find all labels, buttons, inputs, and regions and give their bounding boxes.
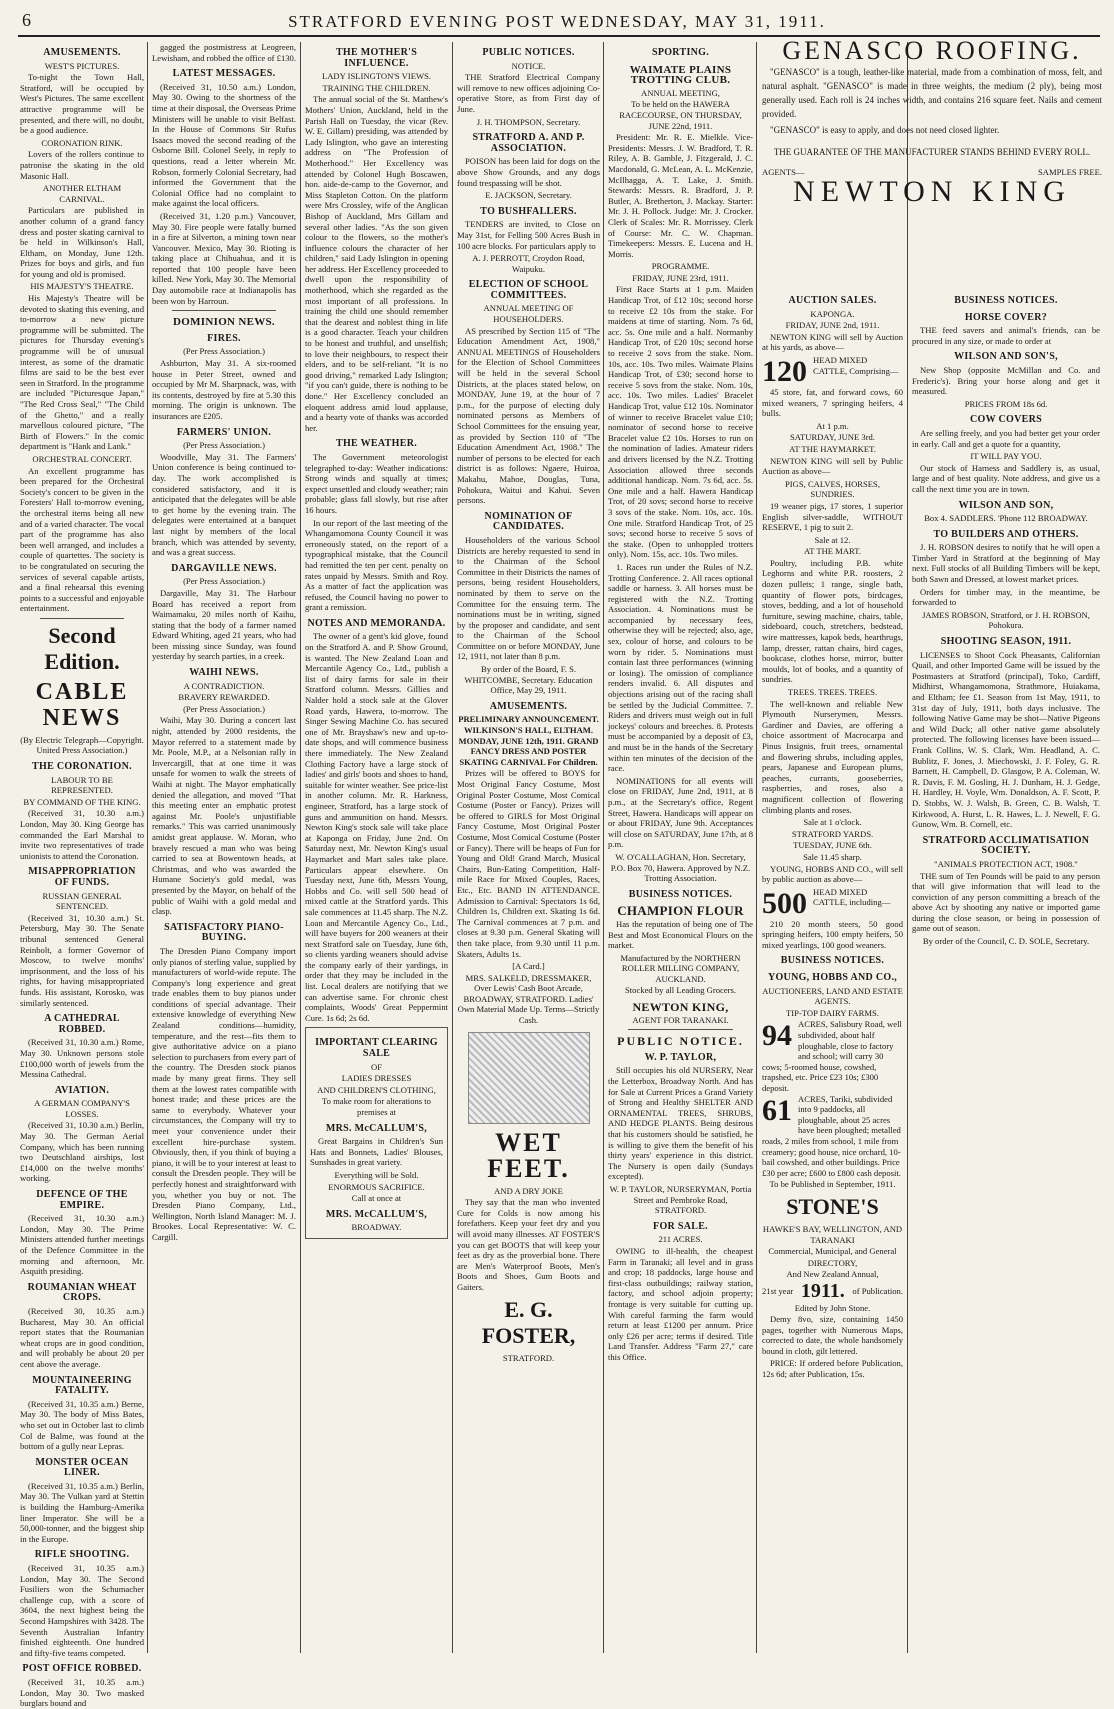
sale-body: Poultry, including P.B. white Leghorns and white P.R. roosters, 2 dozen pullets; 1 range, single bath, quantity of flower pots, birdcages, stoves, bedding, and a lot of household furniture, sewing machine, chairs, table, sideboard, couch, stretchers, bedstead, wire mattresses, kapok beds, hearthrugs, lamp, dresser, rattan chairs, bird cages, bookcase, clothes horse, mirror, butter moulds, lot of books, and a quantity of sundries.	[762, 557, 903, 685]
sale-item	[762, 887, 903, 919]
article-heading: ANOTHER ELTHAM CARNIVAL.	[42, 183, 122, 204]
article-heading: DEFENCE OF THE EMPIRE.	[36, 1189, 128, 1211]
sale-location: STRATFORD YARDS.	[791, 828, 874, 839]
article-body: (Received 31, 10.35 a.m.) London, May 30. The Second Fusiliers won the Schumacher challenge cup, with a score of 3604, the next highest being the Second Hampshires with 3428. The Seventh Australian Infantry finished eighteenth. One hundred and fifty-five teams competed.	[20, 1563, 144, 1658]
sale-body: 19 weaner pigs, 17 stores, 1 superior English silver-saddle, WITHOUT RESERVE, 1 pig to suit 2.	[762, 500, 903, 533]
card-label: [A Card.]	[512, 961, 545, 972]
article-body: President: Mr. R. E. Mielkle. Vice-Presidents: Messrs. J. W. Bradford, T. R. Riley, A. B. Gamble, J. Fitzgerald, J. C. Macdonald, G. McLean, A. L. McKenzie, McIlhagga, A. T. Lake, J. Smith. Stewards: Messrs. R. Bradford, J. P. Butler, A. Bretherton, J. Mackay. Starter: Mr. J. H. Pollock. Judge: Mr. J. Crocker. Clerk of Scales: Mr. R. Morrissey. Clerk of Course: Mr. C. W. Chapman. Timekeepers: Messrs. E. Lucena and H. Morris.	[608, 132, 753, 259]
advertisement	[305, 1027, 448, 1239]
ad-body: PRICE: If ordered before Publication, 12s 6d; after Publication, 15s.	[762, 1358, 903, 1380]
cattle-heading: HEAD MIXED CATTLE, Comprising—	[813, 354, 899, 376]
cattle-heading: HEAD MIXED CATTLE, including—	[813, 886, 891, 908]
article-body: The Government meteorologist telegraphed to-day: Weather indications: Strong winds and squally at times; expect unsettled and cloudy weather; rain probable; glass fall slowly, but rise after 16 hours.	[305, 451, 448, 515]
section-heading: AUCTION SALES.	[788, 295, 877, 306]
article-subheading: BY COMMAND OF THE KING.	[23, 796, 141, 807]
notice-heading: NOMINATION OF CANDIDATES.	[484, 510, 573, 533]
notice-signature: J. H. THOMPSON, Secretary.	[476, 116, 581, 127]
article-body: Particulars are published in another column of a grand fancy dress and poster skating carnival to be held in Wilkinson's Hall, Eltham, on Monday, June 12th. Prizes for boys and girls, and fun for young and old is promised.	[20, 205, 144, 279]
notice-heading: ELECTION OF SCHOOL COMMITTEES.	[468, 279, 589, 301]
sale-date: SATURDAY, JUNE 3rd.	[790, 432, 875, 443]
section-heading: PUBLIC NOTICES.	[482, 47, 575, 58]
rules-body: 1. Races run under the Rules of N.Z. Trotting Conference. 2. All races optional saddle or harness. 3. All horses must be registered with the N.Z. Trotting Association. 4. Nominations must be accompanied by necessary fees, otherwise they will be rejected; also, age, sex, colour of horse, and colours to be worn by rider. 5. Nominations must contain last three performances (winning or losing). The omission of compliance renders invalid. 6. All disputes and objections arising out of the racing shall be settled by the Judicial Committee. 7. Riders and drivers must weigh out in full jockeys' colours and breeches. 8. Protests must be accompanied by a deposit of £3, and must be in the hands of the Secretary within ten minutes of the decision of the race.	[608, 561, 753, 774]
ad-line: HAWKE'S BAY, WELLINGTON, AND TARANAKI	[762, 1223, 903, 1245]
article-heading: AVIATION.	[54, 1084, 110, 1096]
ad-body: Our stock of Harness and Saddlery is, as usual, large and of best quality. Note address, and give us a call the next time you are in town.	[912, 462, 1100, 494]
column-rule	[452, 42, 453, 1653]
section-heading: SPORTING.	[651, 47, 710, 58]
article-heading: MOUNTAINEERING FATALITY.	[32, 1374, 132, 1397]
year: 1911.	[800, 1279, 845, 1302]
ad-line: Call at once at	[351, 1193, 402, 1204]
article-heading: NOTES AND MEMORANDA.	[307, 617, 446, 629]
ad-subheading: AND A DRY JOKE	[494, 1185, 563, 1196]
year-row	[762, 1279, 903, 1302]
ad-body: Orders for timber may, in the meantime, be forwarded to	[912, 586, 1100, 608]
sale-item	[762, 355, 903, 387]
sale-body: The well-known and reliable New Plymouth Nurserymen, Messrs. Gardiner and Davies, are offering a choice assortment of Macrocarpa and Pinus Insignis, fruit trees, ornamental and flowering shrubs, including apples, pears, Japanese and European plums, peaches, currants, gooseberries, raspberries, and roses, also a magnificent collection of flowering climbing plants and roses.	[762, 698, 903, 815]
ad-body: Still occupies his old NURSERY, Near the Letterbox, Broadway North. And has for Sale at Current Prices a Grand Variety of Strong and Healthy SHELTER AND ORNAMENTAL TREES, SHRUBS, AND HEDGE PLANTS. Being desirous that his customers should be satisfied, he is willing to give them the benefit of his thirty years' experience in this district. The Nursery is open daily (Sundays excepted).	[608, 1065, 753, 1182]
ad-line: Manufactured by the NORTHERN ROLLER MILLING COMPANY, AUCKLAND.	[620, 952, 741, 984]
sale-date: FRIDAY, JUNE 2nd, 1911.	[785, 320, 880, 331]
article-heading: SATISFACTORY PIANO-BUYING.	[164, 921, 284, 944]
notice-body: POISON has been laid for dogs on the above Show Grounds, and any dogs found trespassing will be shot.	[457, 156, 600, 188]
ad-body: J. H. ROBSON desires to notify that he will open a Timber Yard in Stratford at the beginning of May next. Full stocks of all Building Timbers will be kept, both Sawn and Dressed, at lowest market prices.	[912, 542, 1100, 585]
sale-location: AT THE HAYMARKET.	[789, 443, 876, 454]
cattle-count: 500	[762, 886, 807, 920]
article-credit: (Per Press Association.)	[183, 346, 265, 357]
champion-flour-heading: CHAMPION FLOUR	[617, 903, 744, 919]
section-heading: BUSINESS NOTICES.	[954, 295, 1058, 306]
dressmaker-ad: MRS. SALKELD, DRESSMAKER, Over Lewis' Cash Boot Arcade, BROADWAY, STRATFORD. Ladies' Own Material Made Up. Terms—Strictly Cash.	[457, 972, 600, 1026]
article-heading: MISAPPROPRIATION OF FUNDS.	[28, 866, 136, 888]
ad-body: THE feed savers and animal's friends, can be procured in any size, or made to order at	[912, 325, 1100, 346]
ad-signature: JAMES ROBSON, Stratford, or J. H. ROBSON, Pohokura.	[922, 609, 1090, 631]
notice-subheading: ANNUAL MEETING OF HOUSEHOLDERS.	[483, 303, 574, 325]
ad-body: LICENSES to Shoot Cock Pheasants, Californian Quail, and other Imported Game will be issued by the Postmasters at Stratford (principal), Toko, Cardiff, Midhirst, Whangamomona, Strathmore, Huiakama, and Eltham; fee £1. Season from 1st May, 1911, to 31st day of July, 1911, both days inclusive. The following Native Game may be shot—Native Pigeons and Wild Duck; all other native game absolutely protected. The following licenses have been issued—Frank Collins, W. S. Clark, Wm. Headland, A. C. Bublitz, F. Jones, J. Miechowski, J. F. Foley, G. R. Barnett, H. Campbell, D. Glasgow, P. A. Coleman, W. R. Davis, F. M. Gosling, H. J. Dunham, H. J. Gedge, H. Hardley, H. Voyle, Wm. Donaldson, A. F. Scott, P. D. Stobbs, W. J. Walsh, B. Green, C. B. Walsh, T. Kirkwood, A. Hurst, L. R. Hawes, L. J. Newell, F. G. Gunow, Wm. B. Cornell, etc.	[912, 649, 1100, 830]
article-heading: A CATHEDRAL ROBBED.	[44, 1013, 120, 1035]
column-8	[912, 290, 1100, 1653]
article-body: (Received 31, 10.50 a.m.) London, May 30. Owing to the shortness of the time at their disposal, the Overseas Prime Ministers will be unable to visit Belfast. In the House of Commons Sir Rufus Isaacs moved the second reading of the Osborne Bill. Colonel Seely, in reply to questions, read a letter wherein Mr. Robson, formerly Colonial Secretary, had informed the Government that the Colonial Office had no complaint to make against the local officers.	[152, 81, 296, 209]
ad-line: BROADWAY.	[351, 1222, 402, 1233]
ad-body: New Shop (opposite McMillan and Co. and Frederic's). Bring your horse along and get it measured.	[912, 364, 1100, 397]
ad-line: AGENT FOR TARANAKI.	[632, 1014, 729, 1025]
sale-location: AT THE MART.	[803, 546, 862, 557]
foster-name: E. G. FOSTER,	[481, 1296, 576, 1348]
sale-heading: PIGS, CALVES, HORSES, SUNDRIES.	[785, 478, 880, 500]
article-subheading: To be held on the HAWERA RACECOURSE, ON THURSDAY, JUNE 22nd, 1911.	[619, 99, 742, 131]
farm-acreage: 61	[762, 1093, 792, 1127]
article-heading: FIRES.	[207, 332, 241, 344]
notice-body: Householders of the various School Districts are hereby requested to send in to the Chairman of the School Committee in their Districts the names of persons, being resident Householders, nominated by them to serve on the Committee for the ensuing term. The nominations must be in writing, signed by the proposer and candidate, and sent to the Chairman of the School Committee on or before MONDAY, June 12, 1911, not later than 8 p.m.	[457, 534, 600, 662]
column-5	[608, 42, 753, 1653]
sale-body: 45 store, fat, and forward cows, 60 mixed weaners, 7 springing heifers, 4 bulls.	[762, 386, 903, 419]
divider	[172, 310, 276, 311]
article-heading: WAIHI NEWS.	[189, 667, 259, 679]
article-body: His Majesty's Theatre will be devoted to skating this evening, and to-morrow a new picture programme will be submitted. The pictures for Thursday evening's programme will be of unusual interest, as some of the dramatic films are said to be the best ever seen in Stratford. In the programme are included "Picturesque Japan," "The Red Cross Seal," "The Child of the Ghetto," and a really marvellous coloured picture, "The Birth of Flowers." In the comic department is "Hank and Lank."	[20, 293, 144, 452]
sale-heading: TREES. TREES. TREES.	[787, 687, 878, 697]
cable-news-heading: CABLE NEWS	[35, 678, 129, 731]
article-body: gagged the postmistress at Leogreen, Lewisham, and robbed the office of £130.	[152, 42, 296, 63]
nominations-signature: W. O'CALLAGHAN, Hon. Secretary, P.O. Box 70, Hawera. Approved by N.Z. Trotting Association.	[610, 851, 751, 884]
foster-address: STRATFORD.	[502, 1352, 555, 1363]
agents-label: AGENTS—	[762, 166, 805, 177]
genasco-guarantee: THE GUARANTEE OF THE MANUFACTURER STANDS BEHIND EVERY ROLL.	[773, 146, 1091, 157]
article-heading: THE CORONATION.	[32, 761, 132, 773]
ad-body: OWING to ill-health, the cheapest Farm in Taranaki; all level and in grass and crop; 18 paddocks, large house and first-class outbuildings; railway station, factory, and school adjoin property; frontage is very suitable for cutting up. With careful farming the farm would return at least £1200 per annum. Price only £26 per acre; terms if desired. Title Land Transfer. Address "Farm 27," care this Office.	[608, 1245, 753, 1362]
ad-body: Demy 8vo, size, containing 1450 pages, together with Numerous Maps, corrected to date, the whole handsomely bound in cloth, gilt lettered.	[762, 1314, 903, 1356]
article-body: (Received 31, 10.30 a.m.) London, May 30. King George has commanded the Earl Marshal to invite two representatives of trade unionists to attend the Coronation.	[20, 808, 144, 861]
article-body: The annual social of the St. Matthew's Mothers' Union, Auckland, held in the Parish Hall on Tuesday, the vicar (Rev. W. E. Gillam) presiding, was attended by Lady Islington, who gave an interesting address on "The Profession of Motherhood." Her Excellency was attended by Colonel Hugh Boscawen, hon. aide-de-camp to the Governor, and Miss Stapleton Cotton. On the platform were Mrs Crossley, wife of the Anglican Bishop of Auckland, Mrs Gillam and several other ladies. "As the son given colour to the flowers, so the mother's influence colours the character of her children," said Lady Islington in opening her address. Her Excellency proceeded to dwell upon the responsibility of motherhood, which she regarded as the most important of all professions. In training the child one should remember that the dearest and noblest thing in life is a good character. Teach your children to be honest and truthful, and unselfish; to love their neighbours, to respect their elders, and to be self-reliant. "It is no good driving," remarked Lady Islington; "if you can't guide, there is nothing to be done." Her Excellency concluded an eloquent address amid loud applause, and a hearty vote of thanks was accorded her.	[305, 94, 448, 433]
year-pre: 21st year	[762, 1285, 794, 1296]
ad-name: W. P. TAYLOR,	[644, 1051, 717, 1063]
farm-listing	[762, 1019, 903, 1093]
article-heading: ORCHESTRAL CONCERT.	[32, 453, 132, 464]
article-body: Woodville, May 31. The Farmers' Union conference is being continued to-day. The work accomplished is considered satisfactory, and it is anticipated that the delegates will be able to get home by the evening train. The delegates were entertained at a banquet last night by members of the local branch, which was attended by seventy, and was a great success.	[152, 451, 296, 558]
ad-heading: COW COVERS	[970, 414, 1042, 426]
divider	[40, 618, 124, 619]
article-body: (Received 31, 10.35 a.m.) Berlin, May 30. The Vulkan yard at Stettin is building the Hamburg-Amerika liner Imperator. She will be a 50,000-tonner, and the biggest ship in the Europe.	[20, 1480, 144, 1544]
ad-subheading: 211 ACRES.	[658, 1234, 703, 1245]
article-body: (Received 31, 10.30 a.m.) Berlin, May 30. The German Aerial Company, which has been running two Deutschland airships, lost £14,000 on the twelve months' working.	[20, 1120, 144, 1184]
sale-body: 210 20 month steers, 50 good springing heifers, 100 empty heifers, 50 mixed yearlings, 100 good weaners.	[762, 918, 903, 950]
article-heading: HIS MAJESTY'S THEATRE.	[30, 281, 134, 292]
nominations-body: NOMINATIONS for all events will close on FRIDAY, June 2nd, 1911, at 8 p.m., at the Secretary's office, Regent Street, Hawera. Handicaps will appear on or about FRIDAY, June 9th. Acceptances will close on SATURDAY, June 17th, at 8 p.m.	[608, 775, 753, 850]
ad-line: Edited by John Stone.	[794, 1302, 871, 1313]
sale-location: KAPONGA.	[810, 308, 855, 319]
column-4	[457, 42, 600, 1653]
article-heading: THE WEATHER.	[335, 438, 418, 450]
column-3	[305, 42, 448, 1653]
ad-line: Stocked by all Leading Grocers.	[625, 985, 736, 996]
sale-time: Sale at 1 o'clock.	[803, 817, 862, 828]
sale-body: YOUNG, HOBBS AND CO., will sell by public auction as above—	[762, 863, 903, 885]
divider	[628, 1029, 733, 1030]
ad-line: AND CHILDREN'S CLOTHING,	[317, 1084, 436, 1095]
ad-name: YOUNG, HOBBS AND CO.,	[767, 972, 898, 984]
column-rule	[603, 42, 604, 1653]
wet-feet-heading: WET FEET.	[487, 1127, 570, 1183]
article-heading: THE MOTHER'S INFLUENCE.	[335, 47, 418, 69]
cable-credit: (By Electric Telegraph—Copyright. United Press Association.)	[20, 734, 144, 756]
ad-signature: By order of the Council, C. D. SOLE, Secretary.	[922, 936, 1090, 947]
carnival-body: Prizes will be offered to BOYS for Most Original Fancy Costume, Most Original Poster Costume, Most Comical Costume (Poster or Fancy). Prizes will be offered to GIRLS for Most Original Fancy Costume, Most Original Poster Costume, Most Comical Costume (Poster or Fancy). There will be heaps of Fun for Young and Old! Grand March, Musical Chairs, Bun-Eating Competition, Half-mile Race for Mixed Couples, Races, Etc., Etc. BAND IN ATTENDANCE. Admission to Carnival: Spectators 1s 6d, Children 1s, Children ext. Skating 1s 6d. The Carnival commences at 7 p.m. and closes at 9.30 p.m. General Skating will then take place, from 9.30 until 11 p.m. Skaters, Adults 1s.	[457, 768, 600, 959]
sale-time: Sale 11.45 sharp.	[803, 851, 862, 862]
ad-line: Commercial, Municipal, and General	[768, 1246, 897, 1257]
carnival-heading: PRELIMINARY ANNOUNCEMENT. WILKINSON'S HALL, ELTHAM. MONDAY, JUNE 12th, 1911. GRAND FANCY DRESS AND POSTER SKATING CARNIVAL For Children.	[458, 714, 599, 767]
ad-line: IT WILL PAY YOU.	[970, 451, 1042, 462]
public-notice-heading: PUBLIC NOTICE.	[617, 1034, 744, 1049]
programme-body: First Race Starts at 1 p.m. Maiden Handicap Trot, of £12 10s; second horse to receive £2 10s from the stake. For maidens at time of starting. Nom. 7s 6d, acc. 5s. One mile and a half. Normanby Handicap Trot, of £20 10s; second horse to receive 2 sovs from the stake. Nom. 10s, acc. 10s. Two miles. Waimate Plains Handicap Trot, of £30; second horse to receive 5 sovs from the stake. Nom. 10s, acc. 10s. Two miles. Ladies' Bracelet Handicap Trot, value £12 10s. Nominator of winner to receive Bracelet value £10; nominator of second horse to receive Bracelet value £2 10s. Horses to run on the nomination of ladies. Amateur riders and drivers licensed by the N.Z. Trotting Association allowed three seconds additional handicap. Nom. 7s 6d, acc. 5s. One mile and a half. Hawera Handicap Trot, of 20 sovs; second horse to receive 3 sovs of the stake. Nom. 10s, acc. 10s. One mile. Stratford Handicap Trot, of 25 sovs; second horse to receive 5 sovs of the stake. (Open to unhoppled trotters only). Nom. 15s, acc. 10s. Two miles.	[608, 284, 753, 560]
notice-body: THE Stratford Electrical Company will remove to new offices adjoining Co-operative Store, as from First day of June.	[457, 72, 600, 114]
sale-body: NEWTON KING will sell by Public Auction as above—	[762, 455, 903, 477]
column-1	[20, 42, 144, 1709]
farm-description: ACRES, Tariki, subdivided into 9 paddocks, all ploughable, about 25 acres have been ploughed; metalled roads, 2 miles from school, 1 mile from creamery; good house, nice orchard, 10-bail cowshed, and other buildings. Price £30 per acre; £600 to £800 cash deposit.	[762, 1093, 901, 1178]
article-heading: LATEST MESSAGES.	[172, 68, 276, 80]
article-body: (Received 31, 10.35 a.m.) Berne, May 30. The body of Miss Bates, who set out in October last to climb Col de Balme, was found at the bottom of a gully near Lepras.	[20, 1398, 144, 1452]
year-post: of Publication.	[852, 1285, 903, 1296]
ad-heading: TIP-TOP DAIRY FARMS.	[786, 1007, 879, 1018]
section-heading: BUSINESS NOTICES.	[628, 888, 733, 900]
article-subheading: LABOUR TO BE REPRESENTED.	[51, 774, 113, 796]
article-subheading: BRAVERY REWARDED.	[178, 692, 270, 703]
ad-body: Are selling freely, and you had better get your order in early. Call and get a quote for a quantity,	[912, 427, 1100, 449]
article-heading: MONSTER OCEAN LINER.	[35, 1456, 129, 1479]
ad-address: W. P. TAYLOR, NURSERYMAN, Portia Street and Pembroke Road, STRATFORD.	[609, 1183, 752, 1216]
section-heading: AMUSEMENTS.	[43, 47, 121, 58]
article-heading: POST OFFICE ROBBED.	[22, 1663, 142, 1675]
column-2	[152, 42, 296, 1653]
page-number: 6	[22, 10, 31, 30]
notice-signature: E. JACKSON, Secretary.	[485, 190, 572, 201]
notice-body: TENDERS are invited, to Close on May 31st, for Felling 500 Acres Bush in 100 acre blocks. For particulars apply to	[457, 219, 600, 251]
article-heading: RIFLE SHOOTING.	[34, 1549, 130, 1561]
article-subheading: ANNUAL MEETING,	[641, 87, 720, 98]
genasco-body: "GENASCO" is easy to apply, and does not need closed lighter.	[770, 124, 1000, 135]
ad-address: Box 4. SADDLERS. 'Phone 112 BROADWAY.	[924, 513, 1088, 524]
ad-name: WILSON AND SON,	[958, 499, 1054, 511]
notice-body: AS prescribed by Section 115 of "The Education Amendment Act, 1908," ANNUAL MEETINGS of Householders for the Election of School Committees will be held in the several School Districts, at the places stated below, on MONDAY, June 19, at the hour of 7 p.m., for the purpose of electing duly nominated persons as Members of School Committees for the ensuing year, as provided by Section 110 of "The Education Amendment Act, 1908." The number of persons to be elected for each district is as follows: Ngaere, Huiroa, Makahu, Mahoe, Douglas, Tuna, Pohokura, Waitui and Kahui. Seven persons.	[457, 325, 600, 506]
section-heading: BUSINESS NOTICES.	[780, 955, 885, 967]
article-subheading: TRAINING THE CHILDREN.	[322, 82, 431, 93]
farm-description: ACRES, Salisbury Road, well subdivided, about half ploughable, close to factory and school; will carry 30 cows; 5-roomed house, cowshed, trapshed, etc. Price £23 10s; £300 deposit.	[762, 1019, 902, 1093]
article-credit: (Per Press Association.)	[183, 703, 265, 714]
ad-name: MRS. McCALLUM'S,	[325, 1122, 428, 1134]
article-heading: CORONATION RINK.	[41, 137, 123, 148]
article-body: Ashburton, May 31. A six-roomed house in Peter Street, owned and occupied by Mr M. Sharpnack, was, with its contents, destroyed by fire at 5.30 this morning. The origin is unknown. The insurances are £205.	[152, 358, 296, 421]
ad-body: THE sum of Ten Pounds will be paid to any person that will give information that will lead to the conviction of any person committing a breach of the above Act by shooting any native or imported game during the close season, or being in possession of game out of season.	[912, 870, 1100, 934]
article-body: Waihi, May 30. During a concert last night, attended by 2000 residents, the Mayor referred to a statement made by Mr. Poole, M.P., at a Nelsonian rally in Invercargill, that at one time it was unsafe for women to walk the streets of Waihi at night. The Mayor emphatically denied the allegation, and moved "That this meeting enter an emphatic protest against Mr. Poole's unjustifiable remarks." This was carried unanimously amidst great applause. W. Moran, who bravely rescued a man who was being carried to sea at Bowentown heads, at Christmas, and who was awarded the Humane Society's gold medal, was presented by the Mayor, on behalf of the public of Waihi with a gold medal and clasp.	[152, 715, 296, 917]
article-heading: ROUMANIAN WHEAT CROPS.	[27, 1281, 137, 1304]
ad-line: OF	[371, 1061, 382, 1072]
sale-body: NEWTON KING will sell by Auction at his yards, as above—	[762, 331, 903, 353]
ad-line: To make room for alterations to premises at	[322, 1096, 431, 1117]
ad-line: DIRECTORY,	[807, 1257, 858, 1268]
notice-heading: STRATFORD A. AND P. ASSOCIATION.	[472, 132, 585, 154]
column-rule	[756, 42, 757, 1653]
notice-heading: NOTICE.	[511, 60, 546, 71]
ad-line: PRICES FROM 18s 6d.	[964, 398, 1048, 409]
section-heading: DOMINION NEWS.	[173, 316, 275, 329]
ad-body: They say that the man who invented Cure for Colds is now among his forefathers. Keep your feet dry and you will avoid many illnesses. AT FOSTER'S you can get BOOTS that will keep your feet as dry as the proverbial bone. There are Men's Waterproof Boots, Men's Boots and Shoes, Gum Boots and Gaiters.	[457, 1197, 600, 1292]
boot-illustration	[468, 1032, 590, 1124]
sale-time: Sale at 12.	[814, 534, 851, 545]
article-body: (Received 30, 10.35 a.m.) Bucharest, May 30. An official report states that the Roumanian wheat crops are in good condition, and will probably be about 20 per cent above the average.	[20, 1305, 144, 1369]
article-subheading: RUSSIAN GENERAL SENTENCED.	[42, 890, 122, 912]
ad-body: Great Bargains in Children's Sun Hats and Bonnets, Ladies' Blouses, Sunshades in great variety.	[310, 1136, 443, 1168]
article-body: Lovers of the rollers continue to patronise the skating in the old Masonic Hall.	[20, 149, 144, 181]
article-subheading: LADY ISLINGTON'S VIEWS.	[321, 71, 432, 82]
column-7	[762, 290, 903, 1653]
notice-signature: By order of the Board, F. S. WHITCOMBE, Secretary. Education Office, May 29, 1911.	[464, 664, 593, 696]
newton-king-heading: NEWTON KING	[793, 175, 1071, 209]
sale-time: At 1 p.m.	[816, 420, 849, 431]
farm-acreage: 94	[762, 1019, 792, 1053]
article-body: An excellent programme has been prepared for the Orchestral Society's concert to be given in the Foresters' Hall to-morrow evening, the orchestral items being all new and of a varied character. The vocal part of the programme has also been well arranged, and includes a couple of quartettes. The society is to be congratulated on securing the services of several capable artists, and a final rehearsal this evening points to a successful and enjoyable entertainment.	[20, 465, 144, 614]
ad-name: MRS. McCALLUM'S,	[325, 1208, 428, 1220]
article-credit: (Per Press Association.)	[183, 440, 265, 451]
column-rule	[147, 42, 148, 1653]
article-body: (Received 31, 1.20 p.m.) Vancouver, May 30. Fire people were fatally burned in a fire at Silverton, a mining town near Vancouver. Mexico, May 30. Rioting is taking place at Chihuahua, and it is reported that 100 people have been killed. New York, May 30. The Memorial Day automobile race at Indianapolis has been won by Harroun.	[152, 210, 296, 306]
masthead	[0, 8, 1114, 34]
ad-line: To be Published in September, 1911.	[769, 1179, 896, 1190]
ad-heading: FOR SALE.	[653, 1220, 708, 1232]
genasco-heading: GENASCO ROOFING.	[782, 36, 1082, 65]
ad-heading: SHOOTING SEASON, 1911.	[940, 636, 1072, 648]
section-heading: AMUSEMENTS.	[489, 700, 568, 712]
stones-heading: STONE'S	[786, 1193, 879, 1219]
article-body: In our report of the last meeting of the Whangamomona County Council it was erroneously stated, on the report of a typographical mistake, that the Council had remitted the ten per cent. penalty on rates unpaid by Messrs. Smith and Roy. As a matter of fact the application was refused, the Council having no power to grant a remission.	[305, 517, 448, 613]
article-body: The owner of a gent's kid glove, found on the Stratford A. and P. Show Ground, is wanted. The New Zealand Loan and Mercantile Agency Co., Ltd., publish a list of dairy farms for sale in their Stratford column. Messrs. Gillies and Nalder hold a stock sale at the Glover Road yards, Hawera, to-morrow. The Singer Sewing Machine Co. has secured one of Mr. Brayshaw's new and up-to-date shops, and will commence business there immediately. The New Zealand Clothing Factory have a large stock of ladies' and girls' boots and shoes to hand, suitable for winter weather. See price-list in another column. Mr. R. Harkness, engineer, Stratford, has a large stock of guns and ammunition on hand. Messrs. Newton King's stock sale will take place at Kaponga on Friday, June 2nd. On Saturday next, Mr. Newton King's usual Haymarket and Mart sales take place. Particulars appear elsewhere. On Tuesday next, June 6th, Messrs Young, Hobbs and Co. will sell 500 head of mixed cattle at the Stratford yards. This sale commences at 11.45 sharp. The N.Z. Loan and Mercantile Agency Co., Ltd., will have buyers for 200 weaners at their next Stratford sale on Tuesday, June 6th, so clients yarding weaners should advise the company early of their yardings, in order that they may be included in the list. Local dealers are notifying that we can advertise same. For chronic chest complaints, Woods' Great Peppermint Cure. 1s 6d; 2s 6d.	[305, 631, 448, 1023]
ad-heading: STRATFORD ACCLIMATISATION SOCIETY.	[922, 834, 1090, 857]
ad-line: Everything will be Sold.	[334, 1169, 419, 1180]
column-rule	[300, 42, 301, 1653]
ad-line: LADIES DRESSES	[341, 1073, 412, 1084]
programme-date: FRIDAY, JUNE 23rd, 1911.	[632, 272, 729, 283]
ad-line: AUCTIONEERS, LAND AND ESTATE AGENTS.	[762, 985, 903, 1007]
article-heading: FARMERS' UNION.	[176, 426, 272, 438]
cattle-count: 120	[762, 354, 807, 388]
article-body: The Dresden Piano Company import only pianos of sterling value, supplied by manufacturers of world-wide repute. The Company's long experience and great trade enables them to buy pianos under conditions of special advantage. Their extensive knowledge of everything New Zealand conditions—humidity, temperature, and the rest—fits them to give authoritative advice on a piano selection to purchasers from every part of the country. The Dresden stock pianos made by many great firms. They sell them at the lowest rates compatible with honest trade; and these prices are the same to everybody. Whatever your circumstances, the Company will try to meet your convenience under their excellent hire-purchase system. Obviously, then, if you think of buying a piano, it will be to your interest at least to consult the Dresden people. They will be perfectly honest and straightforward with you, whether you buy or not. The Dresden Piano Company, Ltd., Wellington, North Island Manager: M. J. Brookes. Local Representative: W. C. Cargill.	[152, 945, 296, 1242]
article-body: (Received 31, 10.30 a.m.) Rome, May 30. Unknown persons stole £100,000 worth of jewels from the Messina Cathedral.	[20, 1037, 144, 1080]
article-heading: DARGAVILLE NEWS.	[171, 562, 277, 574]
newspaper-title: STRATFORD EVENING POST WEDNESDAY, MAY 31, 1911.	[288, 12, 826, 31]
article-body: (Received 31, 10.30 a.m.) St. Petersburg, May 30. The Senate tribunal sentenced General Reinbolt, a former Governor of Moscow, to twelve months' imprisonment, and the loss of his rights, for having misappropriated funds. His assistant, Korosko, was similarly sentenced.	[20, 912, 144, 1008]
article-heading: WAIMATE PLAINS TROTTING CLUB.	[629, 63, 732, 87]
notice-heading: TO BUSHFALLERS.	[480, 205, 577, 217]
ad-heading: TO BUILDERS AND OTHERS.	[933, 528, 1079, 540]
article-heading: WEST'S PICTURES.	[44, 60, 120, 71]
article-body: (Received 31, 10.30 a.m.) London, May 30. The Prime Ministers attended further meetings of the Defence Committee in the morning and afternoon, Mr. Asquith presiding.	[20, 1213, 144, 1277]
article-credit: (Per Press Association.)	[183, 576, 265, 587]
article-subheading: A GERMAN COMPANY'S LOSSES.	[34, 1098, 130, 1119]
ad-name: NEWTON KING,	[632, 1000, 729, 1015]
ad-name: WILSON AND SON'S,	[954, 351, 1058, 363]
ad-line: And New Zealand Annual,	[786, 1269, 879, 1280]
programme-heading: PROGRAMME.	[651, 261, 710, 272]
ad-body: Has the reputation of being one of The Best and Most Economical Flours on the market.	[608, 918, 753, 951]
sale-date: TUESDAY, JUNE 6th.	[793, 840, 872, 851]
ad-heading: HORSE COVER?	[964, 311, 1048, 323]
notice-signature: A. J. PERROTT, Croydon Road, Waipuku.	[472, 253, 585, 274]
ad-subheading: "ANIMALS PROTECTION ACT, 1908."	[934, 858, 1078, 869]
samples-label: SAMPLES FREE.	[1038, 166, 1102, 177]
article-subheading: A CONTRADICTION.	[183, 680, 265, 691]
ad-heading: IMPORTANT CLEARING SALE	[315, 1037, 438, 1060]
second-edition-heading: Second Edition.	[44, 622, 120, 674]
farm-listing	[762, 1094, 903, 1179]
article-body: Dargaville, May 31. The Harbour Board has received a report from Waimamaku, 20 miles north of Kaihu, stating that the body of a farmer named Edward Whiting, aged 21 years, who had been missing since Sunday, was found yesterday by search parties, in a creek.	[152, 587, 296, 662]
genasco-body: "GENASCO" is a tough, leather-like material, made from a combination of moss, felt, and natural asphalt. "GENASCO" is made in three weights, the medium (2 ply), being most generally used. Each roll is 24 inches width, and contains 216 square feet. Nails and cement provided.	[762, 66, 1102, 119]
article-body: To-night the Town Hall, Stratford, will be occupied by West's Pictures. The same excellent attractive programme will be presented, and there will, no doubt, be a good audience.	[20, 72, 144, 136]
ad-line: ENORMOUS SACRIFICE.	[328, 1181, 425, 1192]
article-body: (Received 31, 10.35 a.m.) London, May 30. Two masked burglars bound and	[20, 1676, 144, 1709]
